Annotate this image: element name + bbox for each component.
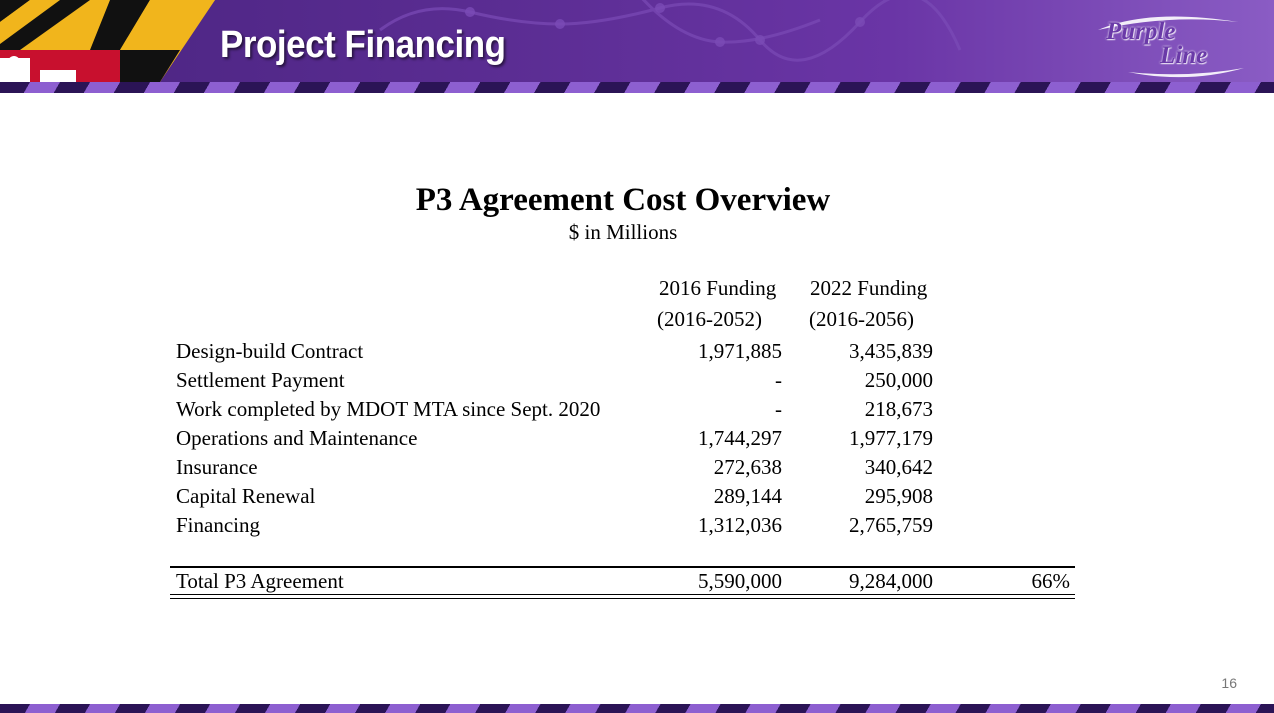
value-2022: 295,908 <box>864 484 933 508</box>
table-row <box>0 455 1274 484</box>
row-label: Capital Renewal <box>176 484 316 508</box>
maryland-flag-graphic <box>0 0 230 82</box>
column-header-2016-range: (2016-2052) <box>657 307 762 331</box>
total-2016: 5,590,000 <box>698 569 782 593</box>
slide-title: Project Financing <box>220 24 506 66</box>
logo-text-purple: Purple <box>1106 18 1176 45</box>
table-row <box>0 339 1274 368</box>
row-label: Settlement Payment <box>176 368 345 392</box>
value-2022: 1,977,179 <box>849 426 933 450</box>
row-label: Operations and Maintenance <box>176 426 418 450</box>
value-2016: 272,638 <box>713 455 782 479</box>
value-2022: 2,765,759 <box>849 513 933 537</box>
slide-header <box>0 0 1274 93</box>
row-label: Financing <box>176 513 260 537</box>
table-row <box>0 484 1274 513</box>
total-2022: 9,284,000 <box>849 569 933 593</box>
table-row <box>0 368 1274 397</box>
total-double-rule-upper <box>170 594 1075 595</box>
value-2022: 3,435,839 <box>849 339 933 363</box>
total-label: Total P3 Agreement <box>176 569 344 593</box>
table-row <box>0 397 1274 426</box>
value-2016: - <box>775 368 782 392</box>
footer-stripes <box>0 704 1274 713</box>
purple-line-logo <box>1088 8 1248 80</box>
column-header-2016-year: 2016 Funding <box>659 276 777 300</box>
table-row <box>0 426 1274 455</box>
value-2022: 250,000 <box>864 368 933 392</box>
column-header-2022-range: (2016-2056) <box>809 307 914 331</box>
row-label: Design-build Contract <box>176 339 364 363</box>
logo-text-line: Line <box>1160 42 1208 69</box>
value-2022: 340,642 <box>864 455 933 479</box>
total-percent-change: 66% <box>1031 569 1070 593</box>
value-2016: 1,971,885 <box>698 339 782 363</box>
column-header-2022-year: 2022 Funding <box>810 276 928 300</box>
report-title: P3 Agreement Cost Overview <box>415 182 831 218</box>
row-label: Work completed by MDOT MTA since Sept. 2020 <box>176 397 601 421</box>
total-double-rule-lower <box>170 598 1075 599</box>
row-label: Insurance <box>176 455 258 479</box>
value-2016: 289,144 <box>713 484 782 508</box>
page-number: 16 <box>1221 675 1237 691</box>
header-stripes <box>0 82 1274 93</box>
table-row <box>0 513 1274 542</box>
report-subtitle: $ in Millions <box>568 220 678 244</box>
total-top-rule <box>170 566 1075 568</box>
value-2016: - <box>775 397 782 421</box>
value-2016: 1,744,297 <box>698 426 782 450</box>
value-2022: 218,673 <box>864 397 933 421</box>
value-2016: 1,312,036 <box>698 513 782 537</box>
